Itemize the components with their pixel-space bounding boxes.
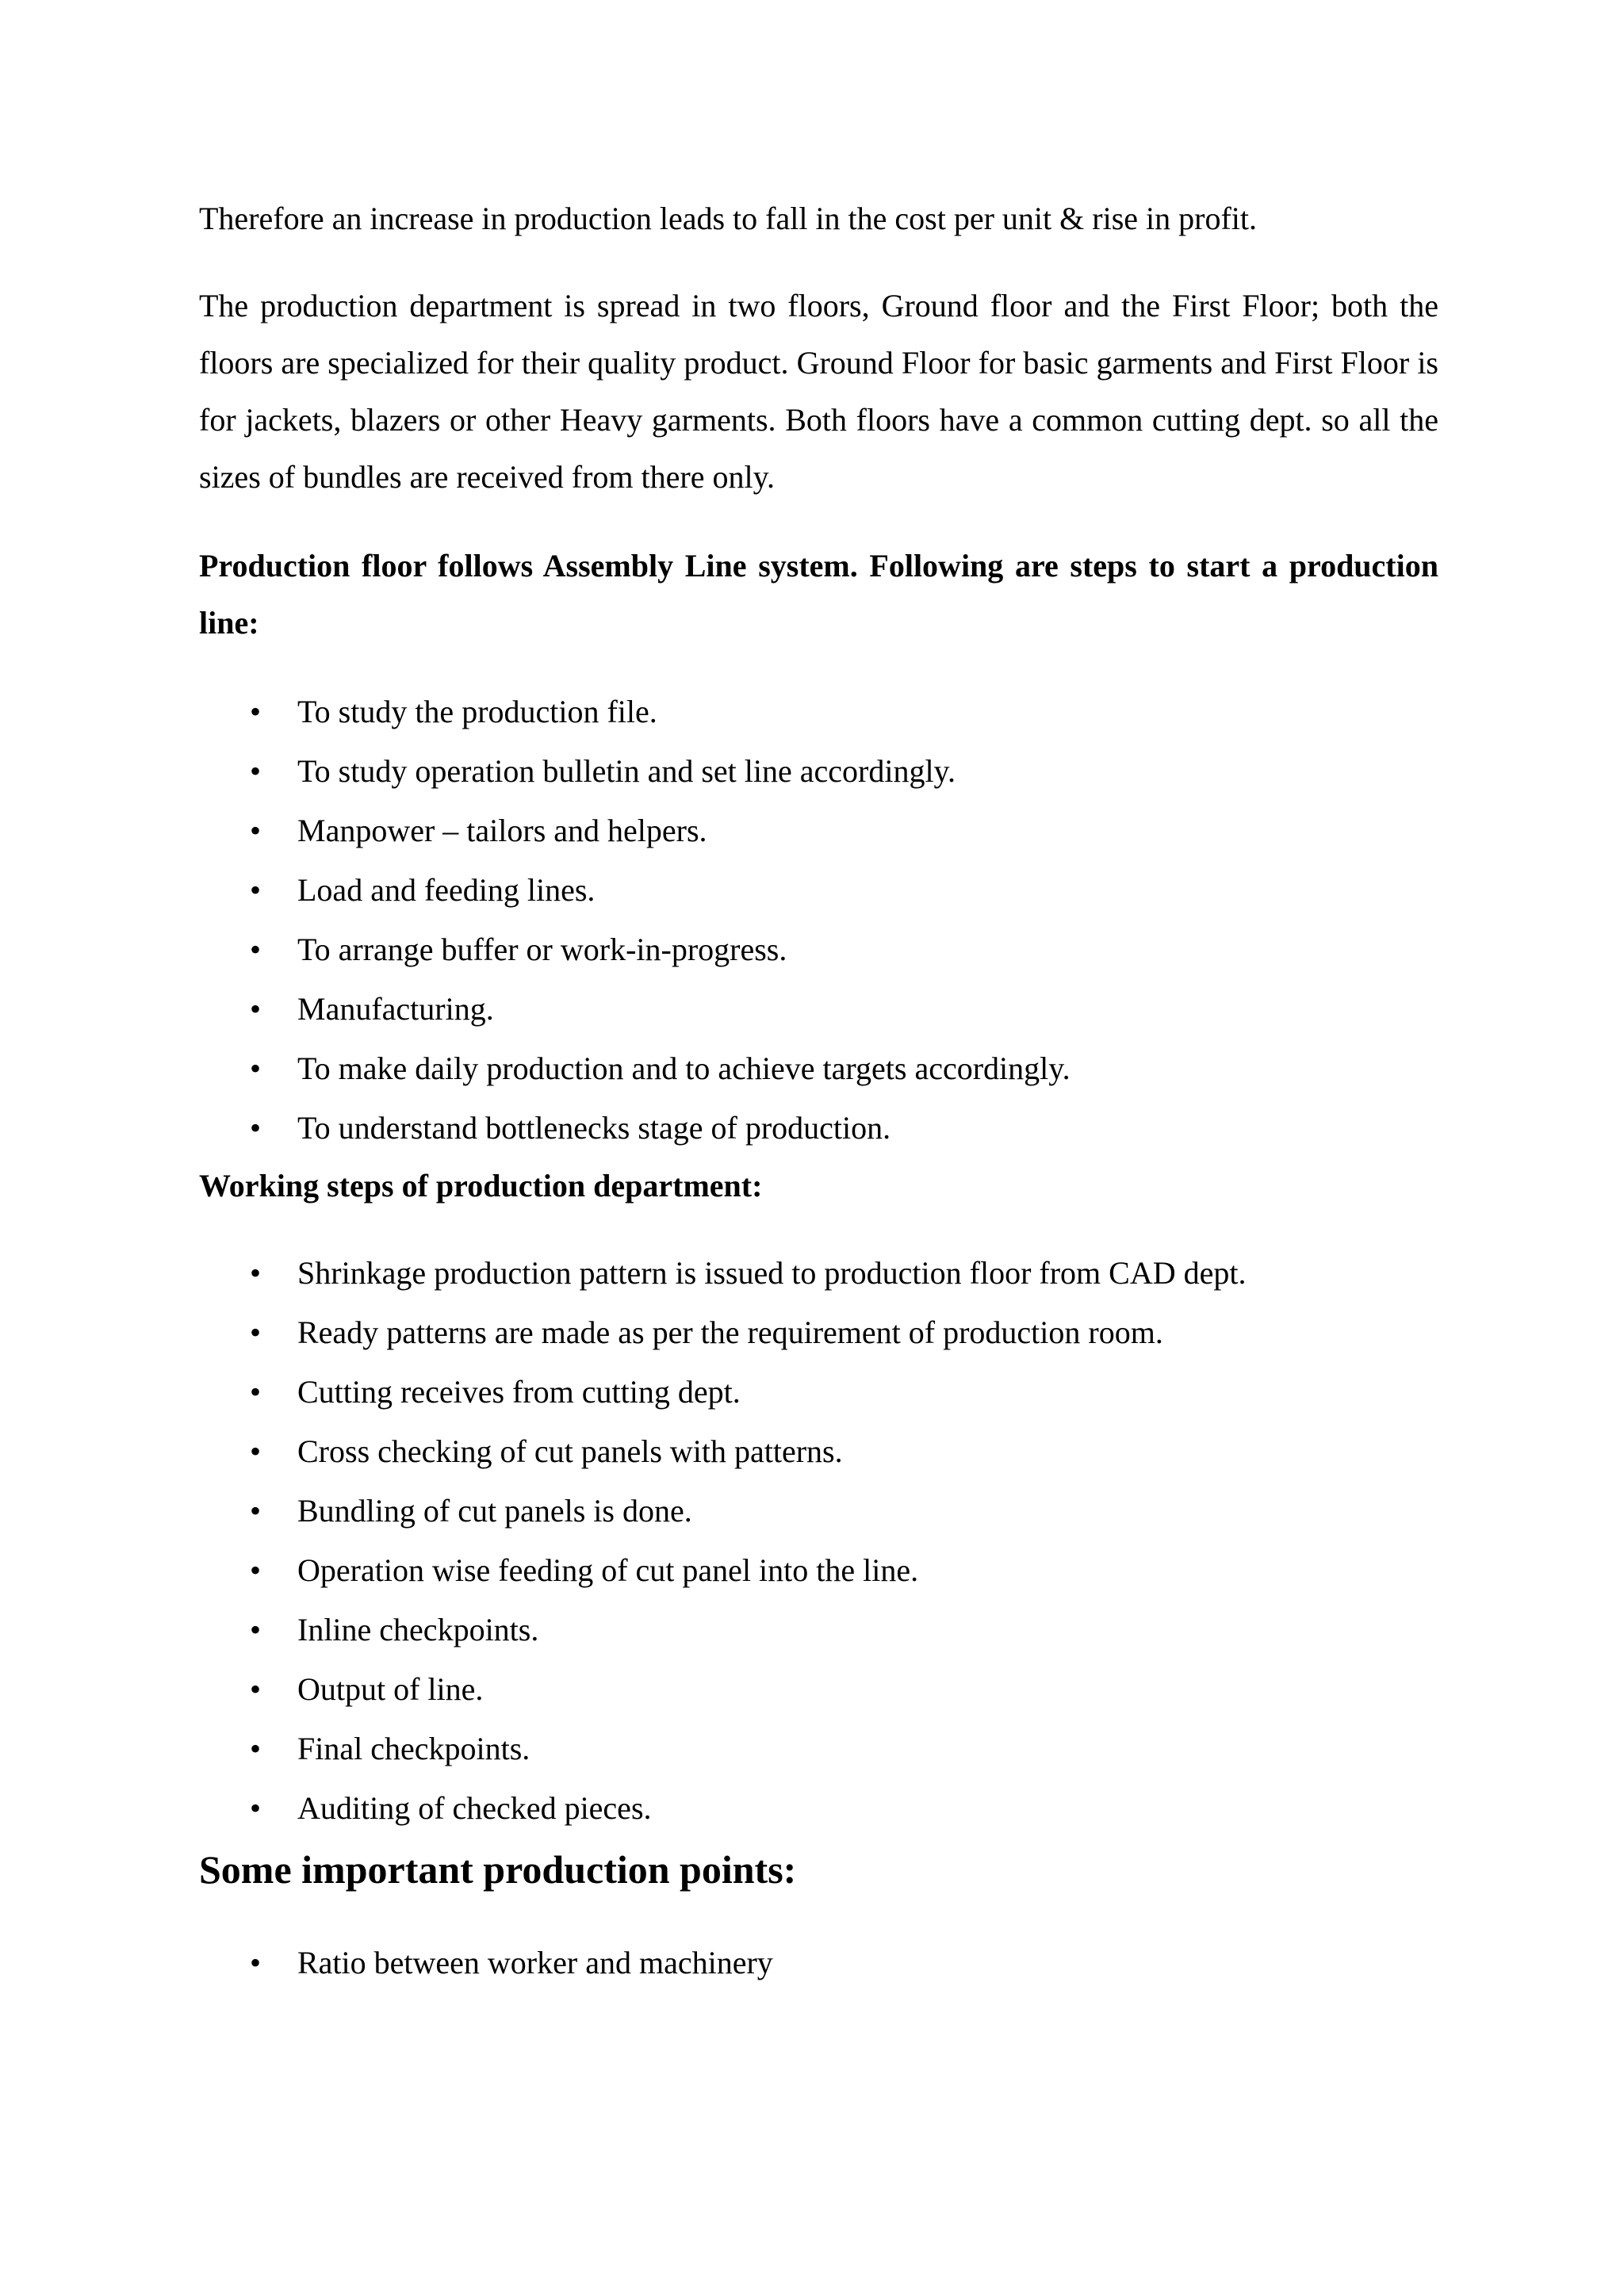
bullet-icon: •: [250, 872, 262, 908]
list-item: • Cross checking of cut panels with patterns.: [199, 1422, 1438, 1481]
list-item: • Load and feeding lines.: [199, 860, 1438, 920]
bullet-icon: •: [250, 1314, 262, 1350]
list-important-points: [199, 1933, 1438, 1992]
list-item: • Ratio between worker and machinery: [199, 1933, 1438, 1992]
bullet-icon: •: [250, 1612, 262, 1647]
list-item: • Final checkpoints.: [199, 1719, 1438, 1778]
list-item: • Output of line.: [199, 1659, 1438, 1719]
bullet-icon: •: [250, 1255, 262, 1291]
document-body: [199, 190, 1438, 1992]
list-item: • Bundling of cut panels is done.: [199, 1481, 1438, 1540]
list-item: • Shrinkage production pattern is issued to production floor from CAD dept.: [199, 1243, 1438, 1303]
bullet-icon: •: [250, 753, 262, 789]
list-item: • To make daily production and to achieve targets accordingly.: [199, 1039, 1438, 1098]
bullet-icon: •: [250, 1945, 262, 1980]
list-item: • Manufacturing.: [199, 979, 1438, 1039]
bullet-icon: •: [250, 1671, 262, 1707]
bullet-icon: •: [250, 1433, 262, 1469]
bullet-icon: •: [250, 1552, 262, 1588]
list-start-production-line-steps: [199, 682, 1438, 1158]
bullet-icon: •: [250, 1110, 262, 1146]
list-working-steps: [199, 1243, 1438, 1838]
bullet-icon: •: [250, 813, 262, 848]
bullet-icon: •: [250, 991, 262, 1027]
list-item: • Inline checkpoints.: [199, 1600, 1438, 1659]
list-item: • Auditing of checked pieces.: [199, 1778, 1438, 1838]
list-item: • To study the production file.: [199, 682, 1438, 741]
list-item: • To understand bottlenecks stage of production.: [199, 1098, 1438, 1158]
paragraph-production-floors: The production department is spread in two floors, Ground floor and the First Floor; both the floors are specialized for their quality product. Ground Floor for basic garments and First Floor is for jackets, blazers or other Heavy garments. Both floors have a common cutting dept. so all the sizes of bundles are received from there only.: [199, 288, 1438, 495]
heading-working-steps: Working steps of production department:: [199, 1168, 763, 1203]
bullet-icon: •: [250, 694, 262, 729]
bullet-icon: •: [250, 1790, 262, 1826]
paragraph-cost-profit: Therefore an increase in production leads to fall in the cost per unit & rise in profit.: [199, 201, 1258, 236]
bullet-icon: •: [250, 932, 262, 967]
bullet-icon: •: [250, 1050, 262, 1086]
list-item: • To arrange buffer or work-in-progress.: [199, 920, 1438, 979]
list-item: • Ready patterns are made as per the requirement of production room.: [199, 1303, 1438, 1362]
list-item: • Manpower – tailors and helpers.: [199, 801, 1438, 860]
heading-important-production-points: Some important production points:: [199, 1847, 797, 1892]
list-item: • Operation wise feeding of cut panel into the line.: [199, 1540, 1438, 1600]
bullet-icon: •: [250, 1374, 262, 1410]
bullet-icon: •: [250, 1731, 262, 1766]
bullet-icon: •: [250, 1493, 262, 1529]
list-item: • To study operation bulletin and set line accordingly.: [199, 741, 1438, 801]
list-item: • Cutting receives from cutting dept.: [199, 1362, 1438, 1422]
heading-assembly-line-steps: Production floor follows Assembly Line system. Following are steps to start a production line:: [199, 548, 1438, 641]
